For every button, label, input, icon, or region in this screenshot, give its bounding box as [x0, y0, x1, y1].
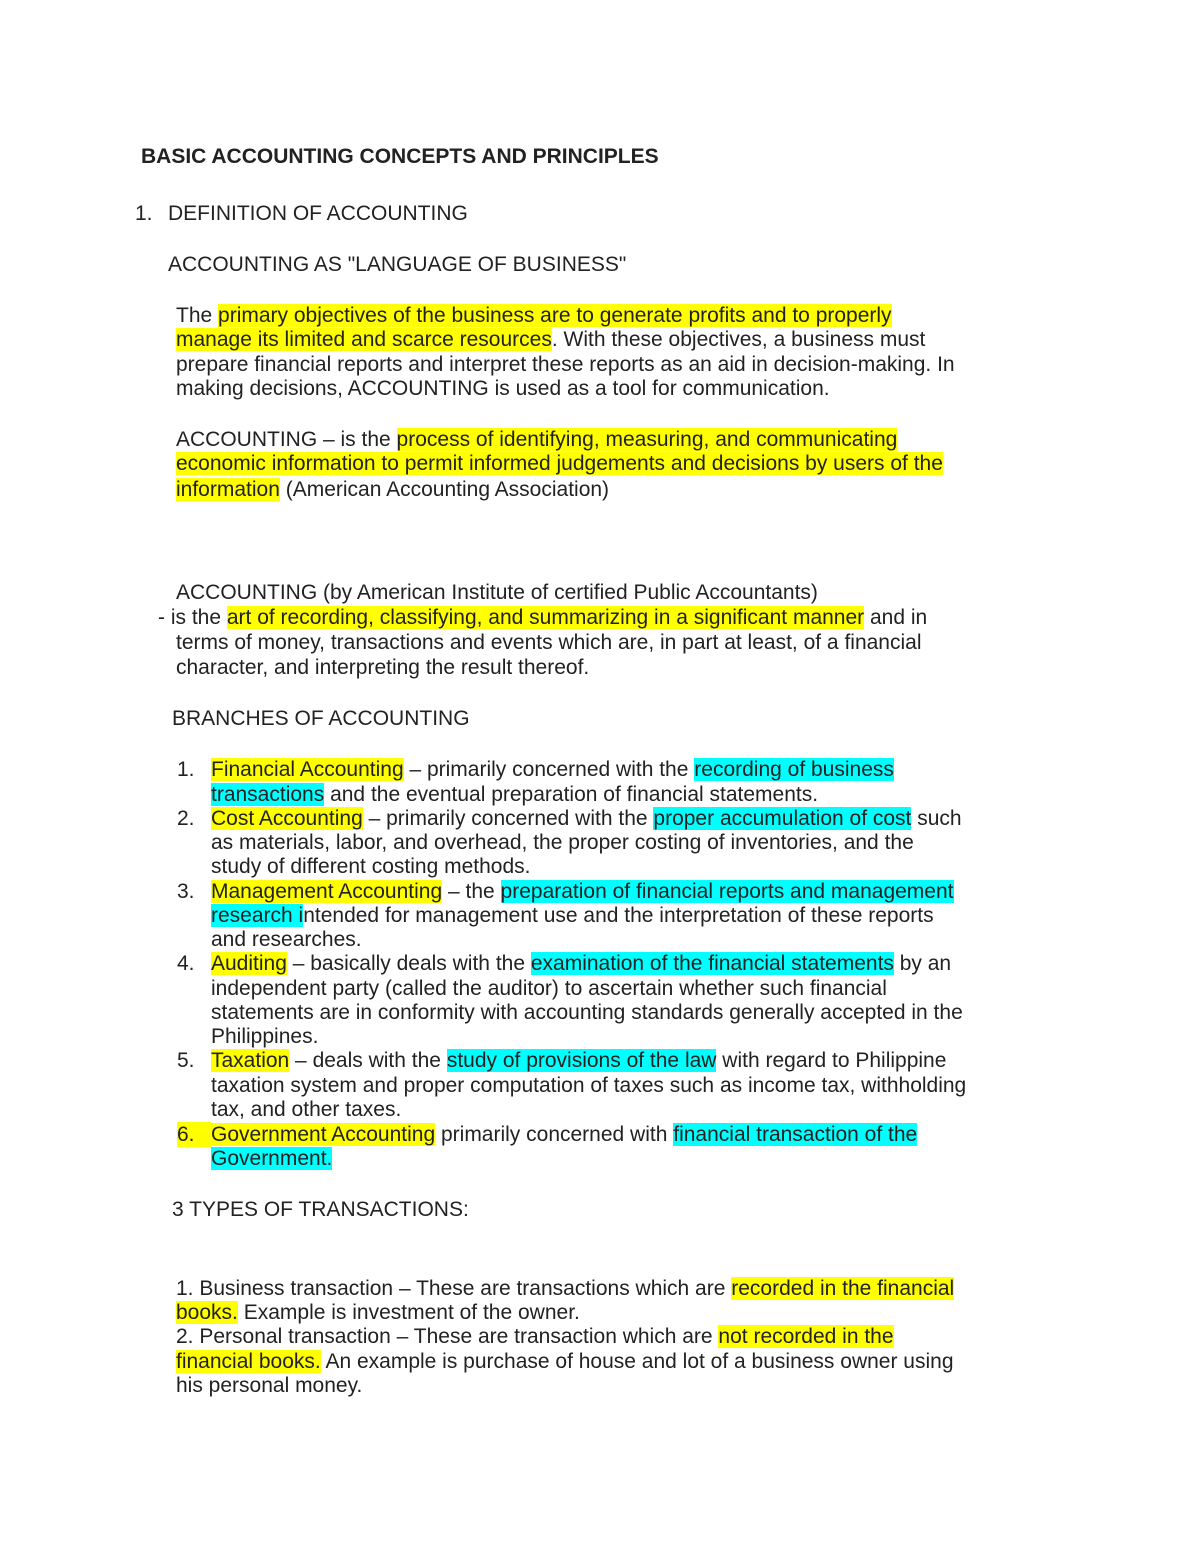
list-number: 2.: [177, 807, 195, 830]
para1-highlight: manage its limited and scarce resources: [176, 328, 552, 351]
branch-management-line2: [211, 903, 934, 928]
para1-line2: [176, 327, 925, 352]
section-heading: DEFINITION OF ACCOUNTING: [168, 202, 468, 225]
branch-name: Financial Accounting: [211, 758, 404, 781]
branch-name: Government Accounting: [211, 1123, 436, 1146]
list-number: 4.: [177, 952, 195, 975]
branch-taxation-line1: [211, 1048, 946, 1073]
branch-text: – primarily concerned with the: [362, 807, 654, 830]
section-number: 1.: [135, 202, 153, 225]
branch-highlight: financial transaction of the: [673, 1123, 918, 1146]
para2-line3: [176, 477, 609, 502]
branch-auditing-line3: statements are in conformity with accounting standards generally accepted in the: [211, 1001, 963, 1024]
transaction-text: Example is investment of the owner.: [237, 1301, 580, 1324]
transaction-business-line1: [176, 1276, 954, 1301]
branch-cost-line2: as materials, labor, and overhead, the proper costing of inventories, and the: [211, 831, 914, 854]
branch-name: Cost Accounting: [211, 807, 363, 830]
transaction-text: 1. Business transaction – These are transactions which are: [176, 1277, 732, 1300]
branch-text: such: [911, 807, 962, 830]
transaction-text: 2. Personal transaction – These are transaction which are: [176, 1325, 719, 1348]
branch-name: Taxation: [211, 1049, 290, 1072]
para2-highlight: information: [176, 478, 280, 501]
para2-text: ACCOUNTING – is the: [176, 428, 397, 451]
transaction-highlight: not recorded in the: [718, 1325, 894, 1348]
branch-financial-line2: [211, 782, 818, 807]
branch-text: – primarily concerned with the: [403, 758, 695, 781]
para2-line2: [176, 451, 943, 476]
transaction-personal-line1: [176, 1324, 894, 1349]
para1-text: The: [176, 304, 219, 327]
transaction-highlight: recorded in the financial: [731, 1277, 955, 1300]
para2-highlight: economic information to permit informed judgements and decisions by users of the: [176, 452, 943, 475]
branch-auditing-line2: independent party (called the auditor) to ascertain whether such financial: [211, 977, 887, 1000]
transaction-personal-line3: his personal money.: [176, 1374, 363, 1397]
para3-line1: ACCOUNTING (by American Institute of certified Public Accountants): [176, 581, 818, 604]
list-number: 6.: [177, 1122, 211, 1147]
branch-text: by an: [893, 952, 952, 975]
para3-line3: terms of money, transactions and events which are, in part at least, of a financial: [176, 631, 922, 654]
transaction-personal-line2: [176, 1349, 954, 1374]
branch-text: ntended for management use and the interpretation of these reports: [303, 904, 934, 927]
transaction-text: An example is purchase of house and lot of a business owner using: [320, 1350, 954, 1373]
para2-line1: [176, 427, 897, 452]
branch-highlight: recording of business: [694, 758, 894, 781]
branch-management-line3: and researches.: [211, 928, 362, 951]
list-number: 3.: [177, 880, 195, 903]
para3-text: and in: [864, 606, 928, 629]
branch-name: Auditing: [211, 952, 287, 975]
branch-text: – deals with the: [289, 1049, 447, 1072]
para1-line3: prepare financial reports and interpret these reports as an aid in decision-making. In: [176, 353, 955, 376]
para3-line4: character, and interpreting the result thereof.: [176, 656, 590, 679]
para1-text: . With these objectives, a business must: [551, 328, 926, 351]
para1-highlight: primary objectives of the business are to generate profits and to properly: [218, 304, 892, 327]
branch-auditing-line1: [211, 951, 951, 976]
branch-highlight: Government.: [211, 1147, 333, 1170]
branch-auditing-line4: Philippines.: [211, 1025, 319, 1048]
branch-government-line1: [211, 1122, 917, 1147]
transaction-highlight: financial books.: [176, 1350, 321, 1373]
para2-highlight: process of identifying, measuring, and communicating: [396, 428, 898, 451]
branch-text: with regard to Philippine: [716, 1049, 947, 1072]
branch-cost-line1: [211, 806, 962, 831]
branch-text: – the: [442, 880, 501, 903]
branch-name: Management Accounting: [211, 880, 443, 903]
branch-government-line2: [211, 1146, 332, 1171]
branch-management-line1: [211, 879, 954, 904]
section-subheading: ACCOUNTING AS "LANGUAGE OF BUSINESS": [168, 253, 627, 276]
branch-text: and the eventual preparation of financial statements.: [324, 783, 819, 806]
branch-highlight: transactions: [211, 783, 325, 806]
transactions-heading: 3 TYPES OF TRANSACTIONS:: [172, 1198, 469, 1221]
transaction-business-line2: [176, 1300, 580, 1325]
para3-highlight: art of recording, classifying, and summarizing in a significant manner: [226, 606, 865, 629]
branch-text: – basically deals with the: [286, 952, 531, 975]
branches-heading: BRANCHES OF ACCOUNTING: [172, 707, 470, 730]
branch-cost-line3: study of different costing methods.: [211, 855, 531, 878]
para3-text: - is the: [158, 606, 227, 629]
branch-highlight: examination of the financial statements: [530, 952, 894, 975]
branch-highlight: proper accumulation of cost: [653, 807, 912, 830]
branch-financial-line1: [211, 757, 894, 782]
branch-text: primarily concerned with: [435, 1123, 674, 1146]
branch-highlight: study of provisions of the law: [446, 1049, 717, 1072]
list-number: 5.: [177, 1049, 195, 1072]
branch-highlight: preparation of financial reports and management: [500, 880, 954, 903]
list-number: 1.: [177, 758, 195, 781]
para3-line2: [158, 605, 927, 630]
para1-line1: [176, 303, 892, 328]
branch-highlight: research i: [211, 904, 304, 927]
para1-line4: making decisions, ACCOUNTING is used as a tool for communication.: [176, 377, 830, 400]
branch-taxation-line2: taxation system and proper computation of taxes such as income tax, withholding: [211, 1074, 967, 1097]
para2-text: (American Accounting Association): [279, 478, 610, 501]
transaction-highlight: books.: [176, 1301, 238, 1324]
document-title: BASIC ACCOUNTING CONCEPTS AND PRINCIPLES: [141, 145, 659, 168]
branch-taxation-line3: tax, and other taxes.: [211, 1098, 402, 1121]
